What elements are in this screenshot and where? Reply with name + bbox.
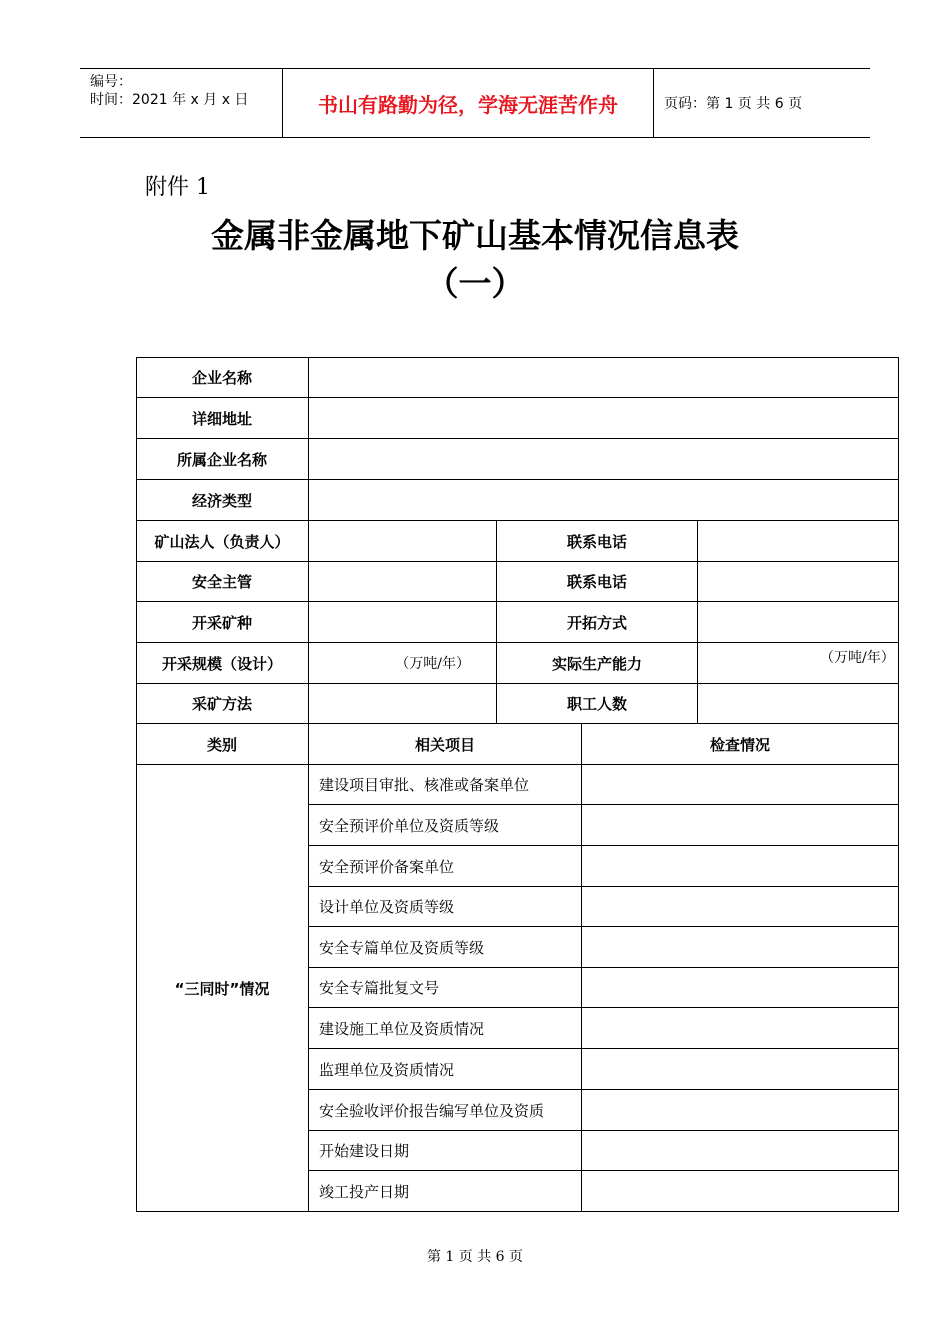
header-time: 时间：2021 年 x 月 x 日 bbox=[90, 92, 249, 108]
contact-phone-1-field[interactable] bbox=[698, 521, 898, 561]
check-field[interactable] bbox=[582, 1008, 898, 1048]
document-header bbox=[80, 68, 870, 138]
parent-company-field[interactable] bbox=[309, 439, 898, 479]
category-three-simultaneous: “三同时”情况 bbox=[174, 979, 270, 998]
check-field[interactable] bbox=[582, 927, 898, 967]
actual-capacity-unit: （万吨/年） bbox=[820, 650, 895, 666]
page-subtitle: （一） bbox=[425, 264, 525, 303]
legal-person-field[interactable] bbox=[309, 521, 496, 561]
check-field[interactable] bbox=[582, 1171, 898, 1211]
mining-method-field[interactable] bbox=[309, 684, 496, 723]
table-row-item: 建设施工单位及资质情况 bbox=[319, 1019, 485, 1038]
label-mining-method: 采矿方法 bbox=[191, 695, 252, 713]
label-mining-scale: 开采规模（设计） bbox=[161, 654, 282, 673]
page-footer: 第 1 页 共 6 页 bbox=[426, 1249, 524, 1265]
page-title: 金属非金属地下矿山基本情况信息表 bbox=[211, 216, 739, 255]
table-row-item: 安全预评价单位及资质等级 bbox=[319, 816, 500, 835]
check-field[interactable] bbox=[582, 1049, 898, 1089]
label-contact-phone-2: 联系电话 bbox=[566, 573, 627, 591]
check-field[interactable] bbox=[582, 1131, 898, 1170]
attachment-label: 附件 1 bbox=[145, 175, 210, 200]
header-meta bbox=[80, 69, 283, 137]
safety-manager-field[interactable] bbox=[309, 562, 496, 601]
label-legal-person: 矿山法人（负责人） bbox=[154, 532, 290, 551]
check-field[interactable] bbox=[582, 1090, 898, 1130]
label-development-method: 开拓方式 bbox=[566, 613, 627, 632]
staff-count-field[interactable] bbox=[698, 684, 898, 723]
check-field[interactable] bbox=[582, 968, 898, 1007]
table-row-item: 安全专篇批复文号 bbox=[319, 979, 440, 997]
table-row-item: 竣工投产日期 bbox=[319, 1182, 410, 1201]
header-page-info: 页码：第 1 页 共 6 页 bbox=[664, 96, 803, 112]
label-mineral-type: 开采矿种 bbox=[191, 613, 252, 632]
label-staff-count: 职工人数 bbox=[566, 695, 627, 713]
header-motto: 书山有路勤为径，学海无涯苦作舟 bbox=[283, 69, 654, 137]
check-field[interactable] bbox=[582, 846, 898, 886]
header-number: 编号： bbox=[90, 74, 132, 90]
development-method-field[interactable] bbox=[698, 602, 898, 642]
table-row-item: 开始建设日期 bbox=[319, 1142, 410, 1160]
table-row-item: 建设项目审批、核准或备案单位 bbox=[319, 776, 530, 794]
table-row-item: 设计单位及资质等级 bbox=[319, 898, 455, 916]
actual-capacity-field[interactable] bbox=[698, 643, 898, 683]
label-company-name: 企业名称 bbox=[191, 369, 252, 387]
check-field[interactable] bbox=[582, 887, 898, 926]
column-header-items: 相关项目 bbox=[414, 735, 475, 754]
column-header-check: 检查情况 bbox=[709, 735, 770, 754]
mining-scale-field[interactable]: （万吨/年） bbox=[395, 656, 470, 672]
table-row-item: 安全验收评价报告编写单位及资质 bbox=[319, 1101, 545, 1120]
check-field[interactable] bbox=[582, 805, 898, 845]
table-row-item: 监理单位及资质情况 bbox=[319, 1060, 455, 1079]
address-field[interactable] bbox=[309, 398, 898, 438]
table-row-item: 安全预评价备案单位 bbox=[319, 857, 455, 876]
column-header-category: 类别 bbox=[206, 735, 237, 754]
economic-type-field[interactable] bbox=[309, 480, 898, 520]
company-name-field[interactable] bbox=[309, 357, 898, 398]
info-table bbox=[136, 357, 899, 1212]
label-parent-company: 所属企业名称 bbox=[176, 450, 267, 469]
label-economic-type: 经济类型 bbox=[191, 491, 252, 510]
mineral-type-field[interactable] bbox=[309, 602, 496, 642]
label-contact-phone-1: 联系电话 bbox=[566, 532, 627, 551]
label-actual-capacity: 实际生产能力 bbox=[551, 654, 642, 673]
table-row-item: 安全专篇单位及资质等级 bbox=[319, 938, 485, 957]
contact-phone-2-field[interactable] bbox=[698, 562, 898, 601]
label-address: 详细地址 bbox=[191, 409, 252, 428]
label-safety-manager: 安全主管 bbox=[191, 573, 252, 591]
check-field[interactable] bbox=[582, 765, 898, 804]
